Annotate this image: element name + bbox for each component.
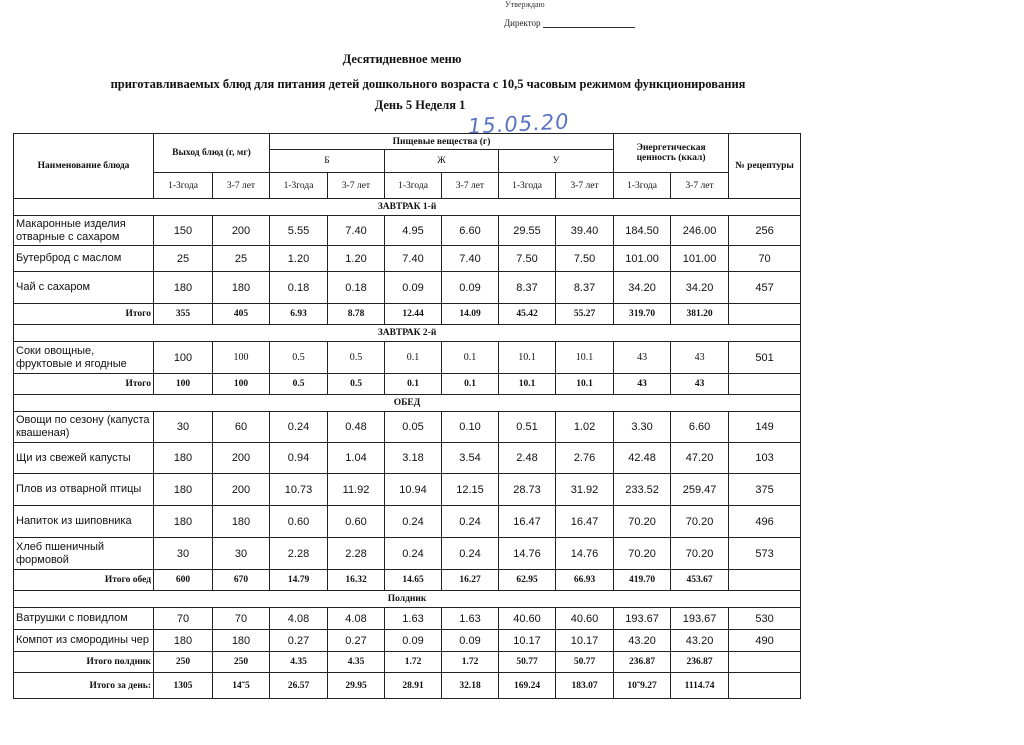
header-dish-name: Наименование блюда	[14, 134, 154, 199]
dish-value: 0.24	[385, 506, 442, 538]
dish-value: 43	[614, 342, 671, 374]
total-value: 169.24	[499, 673, 556, 699]
section-total-row	[14, 570, 801, 591]
dish-value: 100	[154, 342, 213, 374]
total-value: 62.95	[499, 570, 556, 591]
dish-name: Напиток из шиповника	[14, 506, 154, 538]
dish-value: 43.20	[614, 630, 671, 652]
dish-value: 0.5	[328, 342, 385, 374]
dish-recipe-number: 573	[729, 538, 801, 570]
table-row	[14, 246, 801, 272]
dish-value: 10.17	[556, 630, 614, 652]
total-value: 6.93	[270, 304, 328, 325]
dish-value: 0.05	[385, 412, 442, 443]
dish-value: 0.10	[442, 412, 499, 443]
dish-name: Компот из смородины чер	[14, 630, 154, 652]
table-row	[14, 272, 801, 304]
total-recipe	[729, 673, 801, 699]
dish-value: 7.50	[556, 246, 614, 272]
dish-value: 259.47	[671, 474, 729, 506]
dish-value: 40.60	[556, 608, 614, 630]
total-value: 0.1	[442, 374, 499, 395]
total-value: 670	[213, 570, 270, 591]
total-label: Итого	[14, 374, 154, 395]
dish-value: 29.55	[499, 216, 556, 246]
dish-value: 180	[213, 272, 270, 304]
section-row	[14, 325, 801, 342]
dish-value: 6.60	[671, 412, 729, 443]
total-value: 28.91	[385, 673, 442, 699]
total-value: 14.09	[442, 304, 499, 325]
section-total-row	[14, 374, 801, 395]
dish-recipe-number: 70	[729, 246, 801, 272]
total-value: 100	[213, 374, 270, 395]
dish-value: 180	[154, 474, 213, 506]
dish-value: 6.60	[442, 216, 499, 246]
document-title: Десятидневное меню	[342, 52, 462, 66]
table-row	[14, 412, 801, 443]
dish-value: 34.20	[671, 272, 729, 304]
dish-value: 4.08	[328, 608, 385, 630]
dish-recipe-number: 490	[729, 630, 801, 652]
total-recipe	[729, 304, 801, 325]
dish-name: Хлеб пшеничный формовой	[14, 538, 154, 570]
dish-value: 0.60	[270, 506, 328, 538]
dish-value: 0.18	[270, 272, 328, 304]
signature-underline	[543, 27, 635, 28]
total-value: 1114.74	[671, 673, 729, 699]
header-age-1-3: 1-3года	[614, 173, 671, 199]
total-value: 0.5	[270, 374, 328, 395]
dish-value: 193.67	[671, 608, 729, 630]
total-value: 250	[213, 652, 270, 673]
dish-recipe-number: 256	[729, 216, 801, 246]
total-value: 14.79	[270, 570, 328, 591]
dish-value: 47.20	[671, 443, 729, 474]
dish-name: Бутерброд с маслом	[14, 246, 154, 272]
dish-value: 7.40	[385, 246, 442, 272]
dish-value: 0.09	[385, 272, 442, 304]
dish-value: 16.47	[556, 506, 614, 538]
dish-value: 40.60	[499, 608, 556, 630]
section-row	[14, 395, 801, 412]
dish-value: 0.24	[442, 538, 499, 570]
total-value: 4.35	[270, 652, 328, 673]
section-title: ЗАВТРАК 1-й	[14, 199, 801, 216]
dish-value: 42.48	[614, 443, 671, 474]
dish-name: Овощи по сезону (капуста квашеная)	[14, 412, 154, 443]
dish-value: 233.52	[614, 474, 671, 506]
dish-value: 0.09	[442, 630, 499, 652]
dish-value: 1.63	[442, 608, 499, 630]
dish-value: 30	[154, 412, 213, 443]
dish-value: 1.04	[328, 443, 385, 474]
dish-name: Соки овощные, фруктовые и ягодные	[14, 342, 154, 374]
dish-value: 3.30	[614, 412, 671, 443]
header-age-3-7: 3-7 лет	[328, 173, 385, 199]
header-yield: Выход блюд (г, мг)	[154, 134, 270, 173]
dish-recipe-number: 530	[729, 608, 801, 630]
dish-value: 2.28	[270, 538, 328, 570]
dish-value: 14.76	[499, 538, 556, 570]
dish-value: 200	[213, 443, 270, 474]
dish-value: 7.50	[499, 246, 556, 272]
dish-value: 8.37	[499, 272, 556, 304]
dish-value: 101.00	[671, 246, 729, 272]
dish-value: 0.1	[385, 342, 442, 374]
dish-value: 34.20	[614, 272, 671, 304]
director-label: Директор	[504, 18, 541, 28]
grand-total-row	[14, 673, 801, 699]
dish-name: Ватрушки с повидлом	[14, 608, 154, 630]
dish-value: 60	[213, 412, 270, 443]
total-value: 236.87	[671, 652, 729, 673]
dish-name: Щи из свежей капусты	[14, 443, 154, 474]
director-signature-line	[504, 18, 635, 28]
header-carbs: У	[499, 150, 614, 173]
dish-value: 7.40	[328, 216, 385, 246]
table-row	[14, 608, 801, 630]
total-value: 16.27	[442, 570, 499, 591]
section-row	[14, 199, 801, 216]
dish-value: 0.18	[328, 272, 385, 304]
total-value: 355	[154, 304, 213, 325]
header-age-3-7: 3-7 лет	[213, 173, 270, 199]
header-age-1-3: 1-3года	[499, 173, 556, 199]
dish-value: 5.55	[270, 216, 328, 246]
dish-value: 246.00	[671, 216, 729, 246]
dish-value: 180	[213, 630, 270, 652]
total-value: 8.78	[328, 304, 385, 325]
table-row	[14, 443, 801, 474]
table-row	[14, 474, 801, 506]
table-row	[14, 342, 801, 374]
dish-value: 25	[213, 246, 270, 272]
total-value: 16.32	[328, 570, 385, 591]
header-age-1-3: 1-3года	[270, 173, 328, 199]
dish-value: 7.40	[442, 246, 499, 272]
dish-value: 0.48	[328, 412, 385, 443]
header-age-1-3: 1-3года	[385, 173, 442, 199]
dish-value: 2.48	[499, 443, 556, 474]
document-subtitle: приготавливаемых блюд для питания детей дошкольного возраста с 10,5 часовым режимом функционирования	[110, 77, 746, 91]
dish-recipe-number: 103	[729, 443, 801, 474]
header-nutrients: Пищевые вещества (г)	[270, 134, 614, 150]
dish-value: 0.24	[385, 538, 442, 570]
dish-value: 70	[154, 608, 213, 630]
header-age-3-7: 3-7 лет	[442, 173, 499, 199]
dish-value: 14.76	[556, 538, 614, 570]
dish-value: 100	[213, 342, 270, 374]
total-value: 14˜5	[213, 673, 270, 699]
dish-value: 12.15	[442, 474, 499, 506]
table-header	[14, 134, 801, 199]
dish-value: 0.09	[442, 272, 499, 304]
dish-value: 0.24	[442, 506, 499, 538]
section-title: ЗАВТРАК 2-й	[14, 325, 801, 342]
day-week-heading: День 5 Неделя 1	[374, 98, 466, 112]
dish-value: 43	[671, 342, 729, 374]
total-label: Итого за день:	[14, 673, 154, 699]
dish-value: 180	[154, 630, 213, 652]
total-value: 55.27	[556, 304, 614, 325]
total-recipe	[729, 570, 801, 591]
table-row	[14, 630, 801, 652]
dish-recipe-number: 501	[729, 342, 801, 374]
section-title: ОБЕД	[14, 395, 801, 412]
total-value: 26.57	[270, 673, 328, 699]
dish-value: 30	[213, 538, 270, 570]
dish-value: 150	[154, 216, 213, 246]
table-row	[14, 538, 801, 570]
total-value: 1305	[154, 673, 213, 699]
dish-name: Чай с сахаром	[14, 272, 154, 304]
total-value: 12.44	[385, 304, 442, 325]
dish-value: 2.28	[328, 538, 385, 570]
total-label: Итого	[14, 304, 154, 325]
dish-value: 4.95	[385, 216, 442, 246]
dish-value: 31.92	[556, 474, 614, 506]
dish-recipe-number: 496	[729, 506, 801, 538]
section-total-row	[14, 304, 801, 325]
handwritten-date-stamp: 15.05.20	[467, 109, 571, 139]
total-value: 0.5	[328, 374, 385, 395]
total-value: 236.87	[614, 652, 671, 673]
dish-recipe-number: 375	[729, 474, 801, 506]
dish-value: 10.1	[499, 342, 556, 374]
dish-value: 0.24	[270, 412, 328, 443]
table-row	[14, 506, 801, 538]
header-proteins: Б	[270, 150, 385, 173]
total-recipe	[729, 374, 801, 395]
header-energy: Энергетическая ценность (ккал)	[614, 134, 729, 173]
header-recipe-number: № рецептуры	[729, 134, 801, 199]
dish-value: 0.27	[328, 630, 385, 652]
dish-value: 2.76	[556, 443, 614, 474]
dish-value: 10.1	[556, 342, 614, 374]
dish-value: 180	[213, 506, 270, 538]
table-body	[14, 199, 801, 699]
dish-value: 1.20	[328, 246, 385, 272]
total-value: 419.70	[614, 570, 671, 591]
total-value: 50.77	[556, 652, 614, 673]
menu-table	[13, 133, 801, 699]
total-value: 14.65	[385, 570, 442, 591]
total-value: 43	[614, 374, 671, 395]
dish-value: 10.17	[499, 630, 556, 652]
dish-value: 8.37	[556, 272, 614, 304]
dish-value: 180	[154, 272, 213, 304]
dish-value: 0.60	[328, 506, 385, 538]
dish-value: 180	[154, 506, 213, 538]
total-value: 43	[671, 374, 729, 395]
dish-value: 1.02	[556, 412, 614, 443]
total-value: 66.93	[556, 570, 614, 591]
dish-value: 0.94	[270, 443, 328, 474]
dish-value: 43.20	[671, 630, 729, 652]
dish-value: 193.67	[614, 608, 671, 630]
header-age-3-7: 3-7 лет	[556, 173, 614, 199]
dish-value: 4.08	[270, 608, 328, 630]
total-value: 32.18	[442, 673, 499, 699]
total-value: 405	[213, 304, 270, 325]
dish-value: 25	[154, 246, 213, 272]
total-value: 250	[154, 652, 213, 673]
dish-value: 184.50	[614, 216, 671, 246]
dish-value: 200	[213, 216, 270, 246]
header-fats: Ж	[385, 150, 499, 173]
dish-value: 39.40	[556, 216, 614, 246]
total-label: Итого полдник	[14, 652, 154, 673]
dish-value: 3.18	[385, 443, 442, 474]
dish-value: 1.20	[270, 246, 328, 272]
dish-value: 180	[154, 443, 213, 474]
total-value: 50.77	[499, 652, 556, 673]
dish-value: 1.63	[385, 608, 442, 630]
dish-name: Макаронные изделия отварные с сахаром	[14, 216, 154, 246]
total-value: 381.20	[671, 304, 729, 325]
dish-value: 0.27	[270, 630, 328, 652]
dish-value: 70.20	[614, 538, 671, 570]
total-value: 10˜9.27	[614, 673, 671, 699]
dish-value: 0.51	[499, 412, 556, 443]
dish-value: 70.20	[671, 506, 729, 538]
dish-value: 70	[213, 608, 270, 630]
table-row	[14, 216, 801, 246]
total-value: 600	[154, 570, 213, 591]
section-title: Полдник	[14, 591, 801, 608]
total-value: 453.67	[671, 570, 729, 591]
total-value: 183.07	[556, 673, 614, 699]
dish-value: 10.94	[385, 474, 442, 506]
dish-name: Плов из отварной птицы	[14, 474, 154, 506]
dish-value: 11.92	[328, 474, 385, 506]
header-age-3-7: 3-7 лет	[671, 173, 729, 199]
dish-recipe-number: 457	[729, 272, 801, 304]
dish-value: 28.73	[499, 474, 556, 506]
section-total-row	[14, 652, 801, 673]
total-value: 1.72	[385, 652, 442, 673]
total-label: Итого обед	[14, 570, 154, 591]
dish-value: 0.09	[385, 630, 442, 652]
total-value: 100	[154, 374, 213, 395]
dish-value: 16.47	[499, 506, 556, 538]
section-row	[14, 591, 801, 608]
total-value: 1.72	[442, 652, 499, 673]
total-recipe	[729, 652, 801, 673]
dish-value: 10.73	[270, 474, 328, 506]
header-age-1-3: 1-3года	[154, 173, 213, 199]
dish-value: 3.54	[442, 443, 499, 474]
total-value: 0.1	[385, 374, 442, 395]
approval-caption: Утверждаю	[505, 0, 545, 9]
dish-value: 30	[154, 538, 213, 570]
dish-value: 200	[213, 474, 270, 506]
total-value: 319.70	[614, 304, 671, 325]
total-value: 4.35	[328, 652, 385, 673]
total-value: 45.42	[499, 304, 556, 325]
dish-value: 0.1	[442, 342, 499, 374]
dish-value: 70.20	[614, 506, 671, 538]
dish-value: 101.00	[614, 246, 671, 272]
total-value: 10.1	[499, 374, 556, 395]
dish-recipe-number: 149	[729, 412, 801, 443]
dish-value: 0.5	[270, 342, 328, 374]
dish-value: 70.20	[671, 538, 729, 570]
total-value: 10.1	[556, 374, 614, 395]
total-value: 29.95	[328, 673, 385, 699]
